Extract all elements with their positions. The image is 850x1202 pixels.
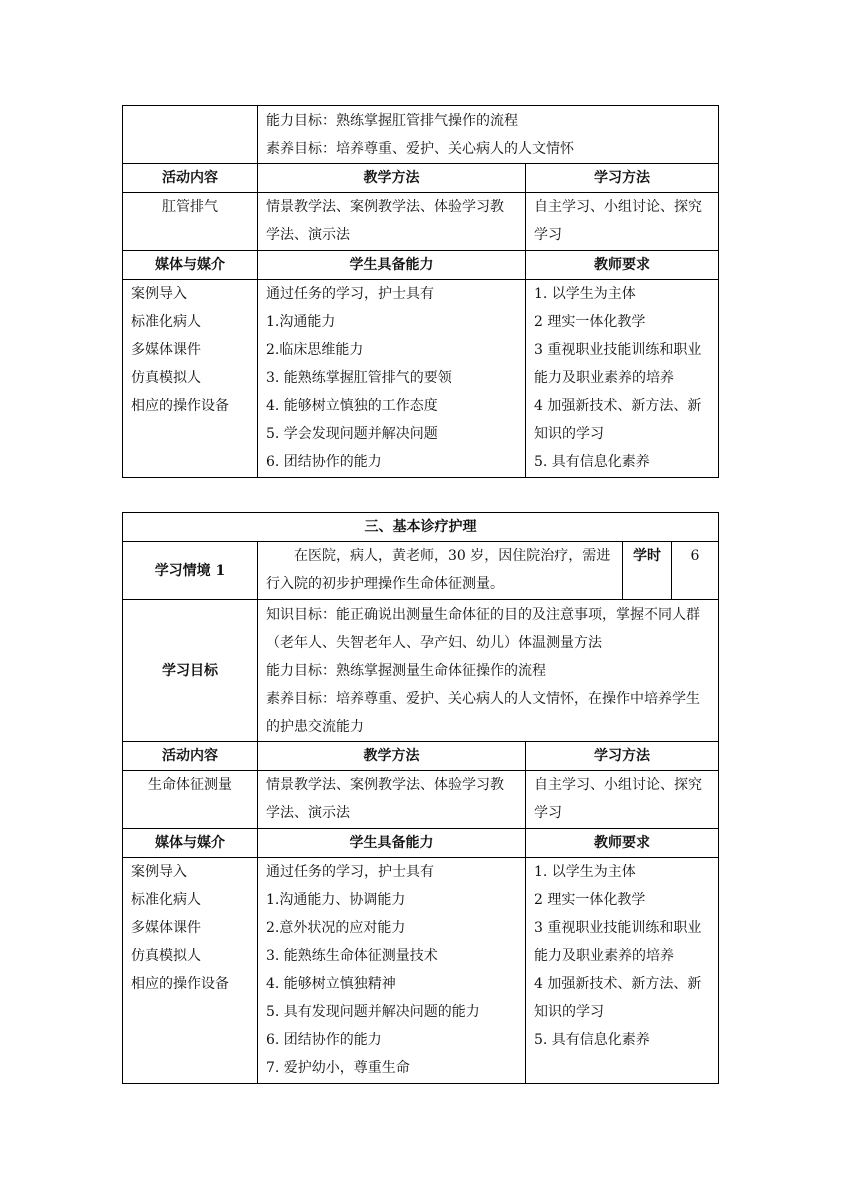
media-item: 多媒体课件: [131, 342, 201, 358]
situation-label: 学习情境 1: [123, 542, 258, 600]
ability-item: 3. 能熟练掌握肛管排气的要领: [266, 370, 452, 386]
goals-cell: [258, 106, 719, 164]
requirement-item: 2 理实一体化教学: [534, 892, 646, 908]
learn-method-cell: 自主学习、小组讨论、探究学习: [526, 771, 719, 829]
media-cell: [123, 280, 258, 478]
hours-label: 学时: [623, 542, 672, 600]
header-learn-method: 学习方法: [526, 164, 719, 193]
goals-label-cell-empty: [123, 106, 258, 164]
requirement-item: 4 加强新技术、新方法、新知识的学习: [534, 398, 702, 442]
ability-item: 通过任务的学习，护士具有: [266, 286, 434, 302]
media-item: 案例导入: [131, 864, 187, 880]
media-item: 仿真模拟人: [131, 370, 201, 386]
learn-method-cell: 自主学习、小组讨论、探究学习: [526, 193, 719, 251]
requirement-item: 3 重视职业技能训练和职业能力及职业素养的培养: [534, 342, 702, 386]
ability-item: 2.意外状况的应对能力: [266, 920, 406, 936]
header-teach-method: 教学方法: [258, 164, 526, 193]
header-media: 媒体与媒介: [123, 829, 258, 858]
header-activity: 活动内容: [123, 164, 258, 193]
requirement-item: 1. 以学生为主体: [534, 864, 636, 880]
activity-cell: 生命体征测量: [123, 771, 258, 829]
media-cell: [123, 858, 258, 1084]
goals-cell: [258, 600, 719, 742]
requirement-item: 2 理实一体化教学: [534, 314, 646, 330]
ability-item: 7. 爱护幼小，尊重生命: [266, 1060, 410, 1076]
ability-goal-text: 能力目标：熟练掌握测量生命体征操作的流程: [266, 663, 546, 679]
media-item: 多媒体课件: [131, 920, 201, 936]
ability-item: 5. 学会发现问题并解决问题: [266, 426, 438, 442]
knowledge-goal-text: 知识目标：能正确说出测量生命体征的目的及注意事项，掌握不同人群（老年人、失智老年人、孕产妇、幼儿）体温测量方法: [266, 607, 700, 651]
section-title: 三、基本诊疗护理: [123, 513, 719, 542]
header-teach-method: 教学方法: [258, 742, 526, 771]
ability-item: 1.沟通能力、协调能力: [266, 892, 406, 908]
requirement-item: 4 加强新技术、新方法、新知识的学习: [534, 976, 702, 1020]
header-requirements: 教师要求: [526, 251, 719, 280]
ability-goal-text: 能力目标：熟练掌握肛管排气操作的流程: [266, 113, 518, 129]
ability-item: 3. 能熟练生命体征测量技术: [266, 948, 438, 964]
table-2: [122, 512, 719, 1084]
header-requirements: 教师要求: [526, 829, 719, 858]
media-item: 仿真模拟人: [131, 948, 201, 964]
ability-item: 5. 具有发现问题并解决问题的能力: [266, 1004, 480, 1020]
hours-value: 6: [672, 542, 719, 600]
header-activity: 活动内容: [123, 742, 258, 771]
ability-item: 6. 团结协作的能力: [266, 1032, 382, 1048]
requirement-item: 5. 具有信息化素养: [534, 1032, 650, 1048]
media-item: 案例导入: [131, 286, 187, 302]
ability-item: 4. 能够树立慎独的工作态度: [266, 398, 438, 414]
table-1: [122, 105, 719, 478]
header-abilities: 学生具备能力: [258, 251, 526, 280]
requirement-item: 1. 以学生为主体: [534, 286, 636, 302]
abilities-cell: [258, 858, 526, 1084]
literacy-goal-text: 素养目标：培养尊重、爱护、关心病人的人文情怀: [266, 141, 574, 157]
media-item: 相应的操作设备: [131, 398, 229, 414]
requirements-cell: [526, 280, 719, 478]
abilities-cell: [258, 280, 526, 478]
requirement-item: 3 重视职业技能训练和职业能力及职业素养的培养: [534, 920, 702, 964]
header-media: 媒体与媒介: [123, 251, 258, 280]
teach-method-cell: 情景教学法、案例教学法、体验学习教学法、演示法: [258, 771, 526, 829]
literacy-goal-text: 素养目标：培养尊重、爱护、关心病人的人文情怀，在操作中培养学生的护患交流能力: [266, 691, 700, 735]
media-item: 标准化病人: [131, 892, 201, 908]
header-abilities: 学生具备能力: [258, 829, 526, 858]
requirements-cell: [526, 858, 719, 1084]
ability-item: 6. 团结协作的能力: [266, 454, 382, 470]
ability-item: 通过任务的学习，护士具有: [266, 864, 434, 880]
ability-item: 2.临床思维能力: [266, 342, 364, 358]
requirement-item: 5. 具有信息化素养: [534, 454, 650, 470]
situation-text: 在医院，病人，黄老师，30 岁，因住院治疗，需进行入院的初步护理操作生命体征测量。: [258, 542, 623, 600]
header-learn-method: 学习方法: [526, 742, 719, 771]
activity-cell: 肛管排气: [123, 193, 258, 251]
media-item: 相应的操作设备: [131, 976, 229, 992]
teach-method-cell: 情景教学法、案例教学法、体验学习教学法、演示法: [258, 193, 526, 251]
ability-item: 4. 能够树立慎独精神: [266, 976, 396, 992]
ability-item: 1.沟通能力: [266, 314, 336, 330]
goals-label: 学习目标: [123, 600, 258, 742]
media-item: 标准化病人: [131, 314, 201, 330]
